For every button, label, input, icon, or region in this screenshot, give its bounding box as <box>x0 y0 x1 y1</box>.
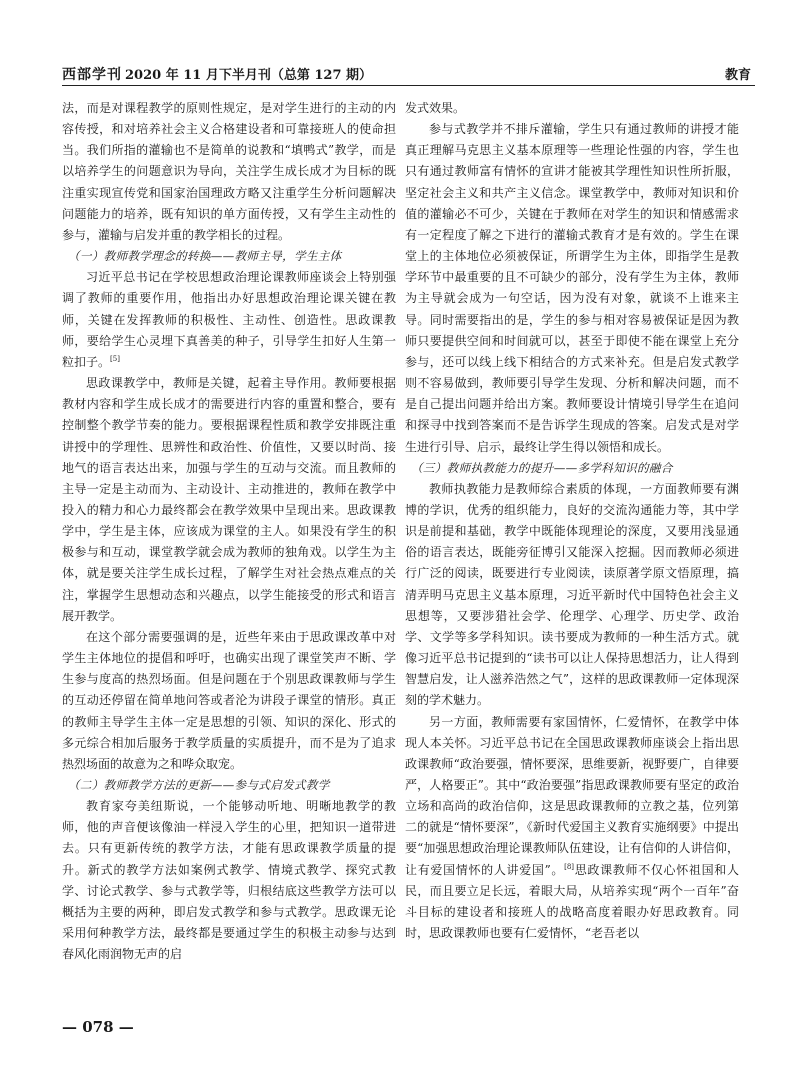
body-paragraph <box>62 373 396 627</box>
paragraph-text: 教师执教能力是教师综合素质的体现，一方面教师要有渊博的学识，优秀的组织能力，良好的交流沟通能力等，其中学识是前提和基础，教学中既能体现理论的深度，又要用浅显通俗的语言表达，既能旁征博引又能深入挖掘。因而教师必须进行广泛的阅读，既要进行专业阅读，读原著学原文悟原理，搞清弄明马克思主义基本原理，习近平新时代中国特色社会主义思想等，又要涉猎社会学、伦理学、心理学、历史学、政治学、文学等多学科知识。读书要成为教师的一种生活方式。就像习近平总书记提到的“读书可以让人保持思想活力，让人得到智慧启发，让人滋养浩然之气”，这样的思政课教师一定体现深刻的学术魅力。 <box>405 481 739 708</box>
journal-logo: 西部学刊 <box>62 67 122 83</box>
paragraph-text: 教育家夸美纽斯说，一个能够动听地、明晰地教学的教师，他的声音便该像油一样浸入学生的心里，把知识一道带进去。只有更新传统的教学方法，才能有思政课教学质量的提升。新式的教学方法如案例式教学、情境式教学、探究式教学、讨论式教学、参与式教学等，归根结底这些教学方法可以概括为主要的两种，即启发式教学和参与式教学。思政课无论采用何种教学方法，最终都是要通过学生的积极主动参与达到春风化雨润物无声的启 <box>62 799 396 962</box>
section-heading: （二）教师教学方法的更新——参与式启发式教学 <box>68 778 330 792</box>
paragraph-text: 发式效果。 <box>405 101 466 115</box>
page-header <box>62 62 755 86</box>
paragraph-text: 参与式教学并不排斥灌输，学生只有通过教师的讲授才能真正理解马克思主义基本原理等一些理论性强的内容，学生也只有通过教师富有情怀的宣讲才能被其学理性知识性所折服，坚定社会主义和共产主义信念。课堂教学中，教师对知识和价值的灌输必不可少，关键在于教师在对学生的知识和情感需求有一定程度了解之下进行的灌输式教育才是有效的。学生在课堂上的主体地位必须被保证，所谓学生为主体，即指学生是教学环节中最重要的且不可缺少的部分，没有学生为主体，教师为主导就会成为一句空话，因为没有对象，就谈不上谁来主导。同时需要指出的是，学生的参与相对容易被保证是因为教师只要提供空间和时间就可以，甚至于即使不能在课堂上充分参与，还可以线上线下相结合的方式来补充。但是启发式教学则不容易做到，教师要引导学生发现、分析和解决问题，而不是自己提出问题并给出方案。教师要设计情境引导学生在追问和探寻中找到答案而不是告诉学生现成的答案。启发式是对学生进行引导、启示，最终让学生得以领悟和成长。 <box>405 122 739 454</box>
header-rule <box>62 85 755 86</box>
section-label: 教育 <box>724 68 751 83</box>
paragraph-text: 法，而是对课程教学的原则性规定，是对学生进行的主动的内容传授，和对培养社会主义合格建设者和可靠接班人的使命担当。我们所指的灌输也不是简单的说教和“填鸭式”教学，而是以培养学生的问题意识为导向，关注学生成长成才为目标的既注重实现宣传党和国家治国理政方略又注重学生分析问题解决问题能力的培养，既有知识的单方面传授，又有学生主动性的参与，灌输与启发并重的教学相长的过程。 <box>62 101 396 242</box>
journal-issue-line <box>62 64 372 84</box>
issue-info: 2020 年 11 月下半月刊（总第 127 期） <box>125 68 373 83</box>
left-column <box>62 98 396 965</box>
paragraph-text: 另一方面，教师需要有家国情怀，仁爱情怀，在教学中体现人本关怀。习近平总书记在全国思政课教师座谈会上指出思政课教师“政治要强，情怀要深，思维要新，视野要广，自律要严，人格要正”。其中“政治要强”指思政课教师要有坚定的政治立场和高尚的政治信仰，这是思政课教师的立教之基，位列第二的就是“情怀要深”，《新时代爱国主义教育实施纲要》中提出要“加强思想政治理论课教师队伍建设，让有信仰的人讲信仰，让有爱国情怀的人讲爱国”。 <box>405 714 739 877</box>
citation-mark: [8] <box>564 862 575 871</box>
body-paragraph <box>405 119 739 458</box>
paragraph-text: 习近平总书记在学校思想政治理论课教师座谈会上特别强调了教师的重要作用，他指出办好思想政治理论课关键在教师，关键在发挥教师的积极性、主动性、创造性。思政课教师，要给学生心灵埋下真善美的种子，引导学生扣好人生第一粒扣子。 <box>62 270 396 369</box>
body-paragraph <box>62 98 396 246</box>
section-heading: （一）教师教学理念的转换——教师主导，学生主体 <box>68 249 342 264</box>
body-paragraph <box>405 479 739 712</box>
body-paragraph <box>62 267 396 373</box>
body-paragraph <box>405 98 739 119</box>
page-number: — 078 — <box>62 1018 134 1036</box>
paragraph-text: 思政课教学中，教师是关键，起着主导作用。教师要根据教材内容和学生成长成才的需要进行内容的重置和整合，要有控制整个教学节奏的能力。要根据课程性质和教学安排既注重讲授中的学理性、思辨性和政治性、价值性，又要以时尚、接地气的语言表达出来，加强与学生的互动与交流。而且教师的主导一定是主动而为、主动设计、主动推进的，教师在教学中投入的精力和心力最终都会在教学效果中呈现出来。思政课教学中，学生是主体，应该成为课堂的主人。如果没有学生的积极参与和互动，课堂教学就会成为教师的独角戏。以学生为主体，就是要关注学生成长过程，了解学生对社会热点难点的关注，掌握学生思想动态和兴趣点，以学生能接受的形式和语言展开教学。 <box>62 376 396 623</box>
paragraph-text-continued: 思政课教师不仅心怀祖国和人民，而且要立足长远，着眼大局，从培养实现“两个一百年”奋斗目标的建设者和接班人的战略高度着眼办好思政教育。同时，思政课教师也要有仁爱情怀，“老吾老以 <box>405 862 739 941</box>
body-paragraph <box>405 712 739 945</box>
body-paragraph <box>62 627 396 775</box>
right-column <box>405 98 739 944</box>
body-paragraph <box>62 796 396 965</box>
paragraph-text: 在这个部分需要强调的是，近些年来由于思政课改革中对学生主体地位的提倡和呼吁，也确实出现了课堂笑声不断、学生参与度高的热烈场面。但是问题在于个别思政课教师与学生的互动还停留在简单地问答或者沦为讲段子课堂的情形。真正的教师主导学生主体一定是思想的引领、知识的深化、形式的多元综合相加后服务于教学质量的实质提升，而不是为了追求热烈场面的故意为之和哗众取宠。 <box>62 629 396 771</box>
section-heading: （三）教师执教能力的提升——多学科知识的融合 <box>411 460 673 475</box>
citation-mark: [5] <box>110 354 120 363</box>
